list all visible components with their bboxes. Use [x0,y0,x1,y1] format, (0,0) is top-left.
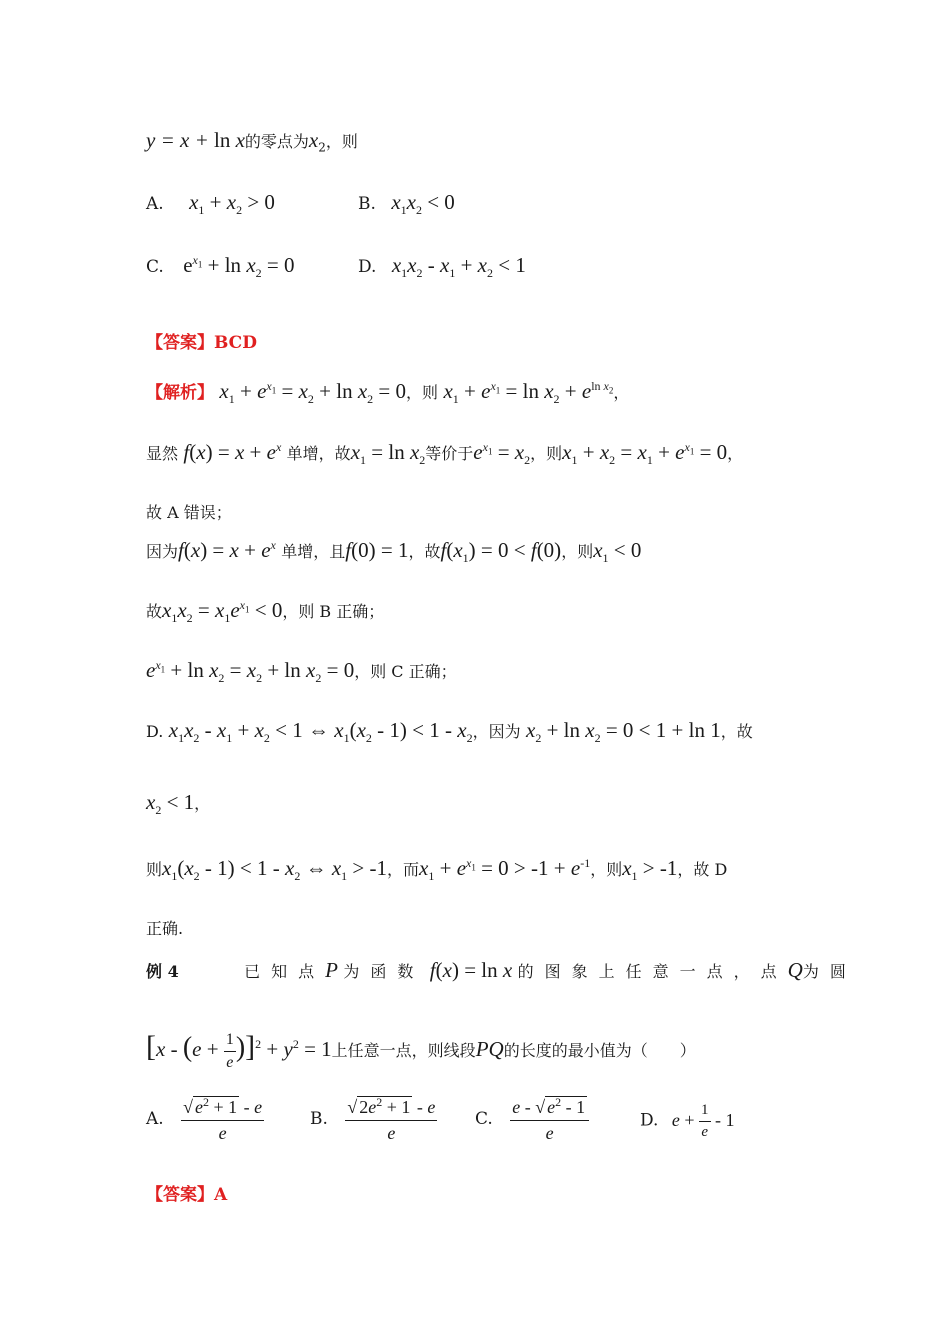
analysis-line-7: D. $x_1x_2 - x_1 + x_2 < 1$ ⇔ $x_1(x_2 - 1) < 1 - x_2$，因为 $x_2 + \ln x_2 = 0 < 1 + \ln 1$，故 [146,718,753,746]
option-label: A. [146,194,164,214]
ex4-option-b[interactable] [310,1095,437,1144]
example-label: 例 4 [146,962,179,981]
stem-var: x [308,128,319,152]
option-label: C. [146,257,164,277]
option-math: $x_1x_2 - x_1 + x_2 < 1$ [391,253,526,281]
circle-equation: [x - (e + $\frac{1}{e}$ )]$^2 + y^2 = 1$ [146,1030,332,1071]
answer-tag: 【答案】 [146,1185,214,1205]
analysis-line-9: 则$x_1(x_2 - 1) < 1 - x_2$ ⇔ $x_1 > -1$，而$x_1 + e^{x_1} = 0 > -1 + e^{-1}$，则$x_1 > -1$，故 D [146,856,728,884]
analysis-tag: 【解析】 [146,383,214,403]
answer-value: A [214,1185,228,1205]
option-label: D. [640,1110,659,1131]
option-label: C. [475,1109,493,1129]
analysis-line-10: 正确. [146,919,184,938]
analysis-line-5: 故$x_1x_2 = x_1e^{x_1} < 0$，则 B 正确； [146,598,385,626]
option-math: $x_1x_2 < 0$ [391,190,455,218]
option-c[interactable] [146,253,294,281]
option-label: B. [310,1109,328,1129]
answer-tag: 【答案】 [146,333,214,353]
stem-text: 的零点为 [244,132,309,151]
analysis-line-2: 显然 $f(x) = x + e^x$ 单增，故$x_1 = \ln x_2$等价于$e^{x_1} = x_2$，则$x_1 + x_2 = x_1 + e^{x_1} = 0$， [146,440,744,468]
question-stem: y = x + ln x的零点为$x_2$，则 [146,128,358,155]
example-4-stem-2: [x - (e + $\frac{1}{e}$ )]$^2 + y^2 = 1$上任意一点，则线段PQ的长度的最小值为（ ） [146,1030,696,1071]
option-label: A. [146,1109,164,1129]
option-math: $\frac{e - √ e^2 - 1}{e}$ [510,1095,589,1144]
option-label: D. [358,257,377,277]
analysis-line-3: 故 A 错误； [146,503,232,522]
option-math: $x_1 + x_2 > 0$ [189,190,275,218]
answer-line [146,328,257,353]
option-a[interactable] [146,190,275,218]
option-label: B. [358,194,376,214]
option-d[interactable] [358,253,526,281]
option-math: e + $\frac{1}{e}$ - 1 [671,1102,735,1140]
analysis-line-8: $x_2 < 1$， [146,790,211,818]
option-b[interactable] [358,190,455,218]
ex4-option-d[interactable] [640,1102,735,1141]
answer-value: BCD [214,333,257,353]
stem-math: y = x + [146,128,214,152]
option-math: $\frac{√ e^2 + 1 - e}{e}$ [183,1095,263,1143]
ex4-option-c[interactable] [475,1095,589,1144]
analysis-line-4: 因为$f(x) = x + e^x$ 单增，且f(0) = 1，故$f(x_1) = 0 < f(0)$，则$x_1 < 0$ [146,538,642,566]
analysis-line-6: $e^{x_1} + \ln x_2 = x_2 + \ln x_2 = 0$，则 C 正确； [146,658,457,686]
ex4-option-a[interactable] [146,1095,264,1144]
analysis-line-1: 【解析】 $x_1 + e^{x_1} = x_2 + \ln x_2 = 0$，则 $x_1 + e^{x_1} = \ln x_2 + e^{ln x_2}$， [146,379,630,407]
stem-end: ，则 [325,132,358,151]
example-4-stem: 例 4 已知点P 为函数 f(x) = ln x 的图象上任意一点，点Q为圆 [146,958,857,982]
option-math: $e^{x_1} + \ln x_2 = 0$ [183,253,295,281]
ex4-answer-line [146,1180,227,1205]
option-math: $\frac{√ 2e^2 + 1 - e}{e}$ [347,1095,436,1143]
